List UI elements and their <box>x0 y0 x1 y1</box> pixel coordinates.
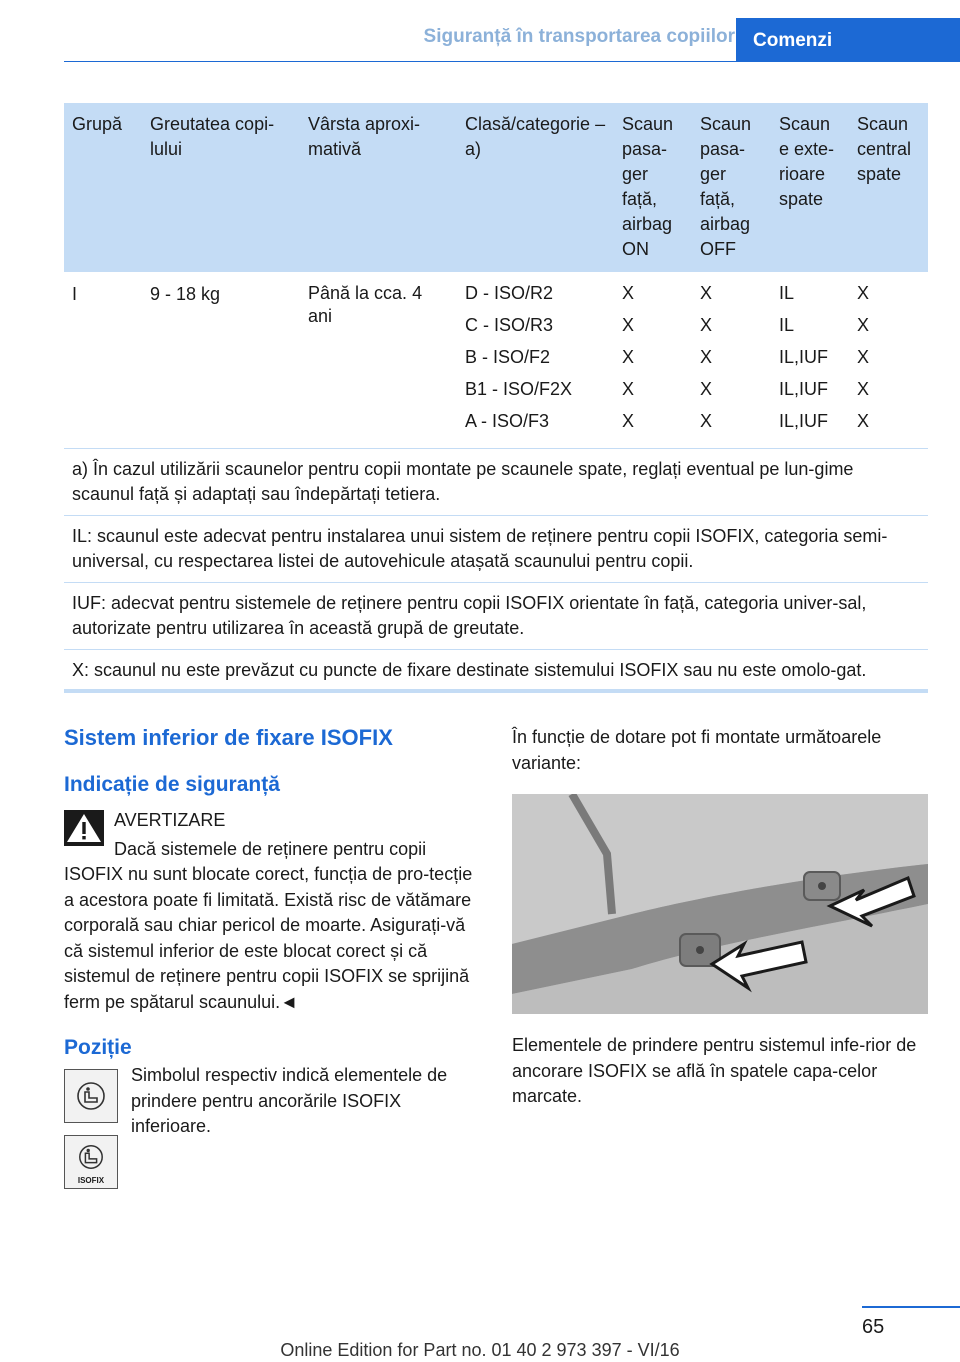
value-item: X <box>700 347 713 367</box>
warning-text: Dacă sistemele de reținere pentru copii ISOFIX nu sunt blocate corect, funcția de pro-tecție a acestora poate fi limitată. Există risc de vătămare corporală sau chiar pericol de moarte. Asigurați-vă că sistemul inferior de este blocat corect și că sistemul de reținere pentru copii ISOFIX se sprijină ferm pe spătarul scaunului.◄ <box>64 838 473 1012</box>
warning-triangle-icon <box>64 810 104 846</box>
footnote-a: a) În cazul utilizării scaunelor pentru copii montate pe scaunele spate, reglați eventual pe lun-gime scaunul față și adaptați sau îndepărtați tetiera. <box>64 449 928 516</box>
section-title: Siguranță în transportarea copiilor <box>423 26 735 47</box>
table-note-row <box>64 583 928 650</box>
warning-block <box>64 806 480 1015</box>
class-item: A - ISO/F3 <box>465 411 550 431</box>
position-heading: Poziție <box>64 1036 132 1059</box>
value-item: IL <box>779 315 795 335</box>
isofix-label: ISOFIX <box>77 1176 105 1185</box>
value-item: X <box>700 379 713 399</box>
value-item: IL <box>779 283 795 303</box>
position-block <box>64 1065 480 1189</box>
value-item: X <box>857 411 870 431</box>
cell-front-airbag-off <box>692 272 771 449</box>
value-item: X <box>700 411 713 431</box>
value-item: IL,IUF <box>779 347 829 367</box>
col-header-group: Grupă <box>64 103 142 272</box>
table-row <box>64 272 928 449</box>
symbol-stack <box>64 1069 131 1189</box>
isofix-anchor-photo <box>512 794 928 1014</box>
value-item: IL,IUF <box>779 379 829 399</box>
cell-front-airbag-on <box>614 272 692 449</box>
cell-classes <box>457 272 614 449</box>
left-column <box>64 722 480 1189</box>
page-number: 65 <box>862 1316 885 1338</box>
value-item: IL,IUF <box>779 411 829 431</box>
isofix-anchor-icon <box>64 1069 118 1123</box>
cell-rear-center <box>849 272 928 449</box>
isofix-seat-table <box>64 103 928 693</box>
value-item: X <box>857 283 870 303</box>
section-heading: Sistem inferior de fixare ISOFIX <box>64 725 393 750</box>
chapter-tab[interactable]: Comenzi <box>736 18 960 62</box>
cell-group: I <box>64 272 142 449</box>
footnote-x: X: scaunul nu este prevăzut cu puncte de fixare destinate sistemului ISOFIX sau nu este omolo-gat. <box>64 650 928 692</box>
page-header <box>0 0 960 62</box>
variants-intro: În funcție de dotare pot fi montate următoarele variante: <box>512 727 882 773</box>
right-column <box>512 722 928 1110</box>
footnote-il: IL: scaunul este adecvat pentru instalarea unui sistem de reținere pentru copii ISOFIX, categoria semi-universal, cu respectarea listei de autovehicule atașată scaunului pentru copii. <box>64 516 928 583</box>
isofix-labeled-icon <box>64 1135 118 1189</box>
footnote-iuf: IUF: adecvat pentru sistemele de reținere pentru copii ISOFIX orientate în față, categoria univer-sal, autorizate pentru utilizarea în această grupă de greutate. <box>64 583 928 650</box>
page-number-rule <box>862 1306 960 1308</box>
table-note-row <box>64 516 928 583</box>
cell-rear-outer <box>771 272 849 449</box>
col-header-class: Clasă/categorie – a) <box>457 103 614 272</box>
cell-age: Până la cca. 4 ani <box>300 272 457 449</box>
safety-heading: Indicație de siguranță <box>64 773 280 796</box>
class-item: B1 - ISO/F2X <box>465 379 573 399</box>
value-item: X <box>622 283 635 303</box>
photo-caption: Elementele de prindere pentru sistemul infe-rior de ancorare ISOFIX se află în spatele capa-celor marcate. <box>512 1035 917 1106</box>
edition-footer: Online Edition for Part no. 01 40 2 973 397 - VI/16 <box>280 1340 680 1360</box>
class-item: C - ISO/R3 <box>465 315 554 335</box>
col-header-weight: Greutatea copi-lului <box>142 103 300 272</box>
table-note-row <box>64 449 928 516</box>
col-header-rear-center: Scaun central spate <box>849 103 928 272</box>
value-item: X <box>857 379 870 399</box>
value-item: X <box>700 315 713 335</box>
col-header-front-airbag-off: Scaun pasa-ger față, airbag OFF <box>692 103 771 272</box>
value-item: X <box>622 315 635 335</box>
col-header-front-airbag-on: Scaun pasa-ger față, airbag ON <box>614 103 692 272</box>
value-item: X <box>857 315 870 335</box>
value-item: X <box>622 379 635 399</box>
class-item: D - ISO/R2 <box>465 283 554 303</box>
table-header-row <box>64 103 928 272</box>
header-rule <box>64 61 736 62</box>
table-note-row <box>64 650 928 692</box>
class-item: B - ISO/F2 <box>465 347 551 367</box>
cell-weight: 9 - 18 kg <box>142 272 300 449</box>
col-header-rear-outer: Scaun e exte-rioare spate <box>771 103 849 272</box>
value-item: X <box>622 411 635 431</box>
col-header-age: Vârsta aproxi-mativă <box>300 103 457 272</box>
warning-title: AVERTIZARE <box>114 810 226 830</box>
value-item: X <box>622 347 635 367</box>
value-item: X <box>700 283 713 303</box>
value-item: X <box>857 347 870 367</box>
position-text: Simbolul respectiv indică elementele de prindere pentru ancorările ISOFIX inferioare. <box>131 1065 448 1136</box>
